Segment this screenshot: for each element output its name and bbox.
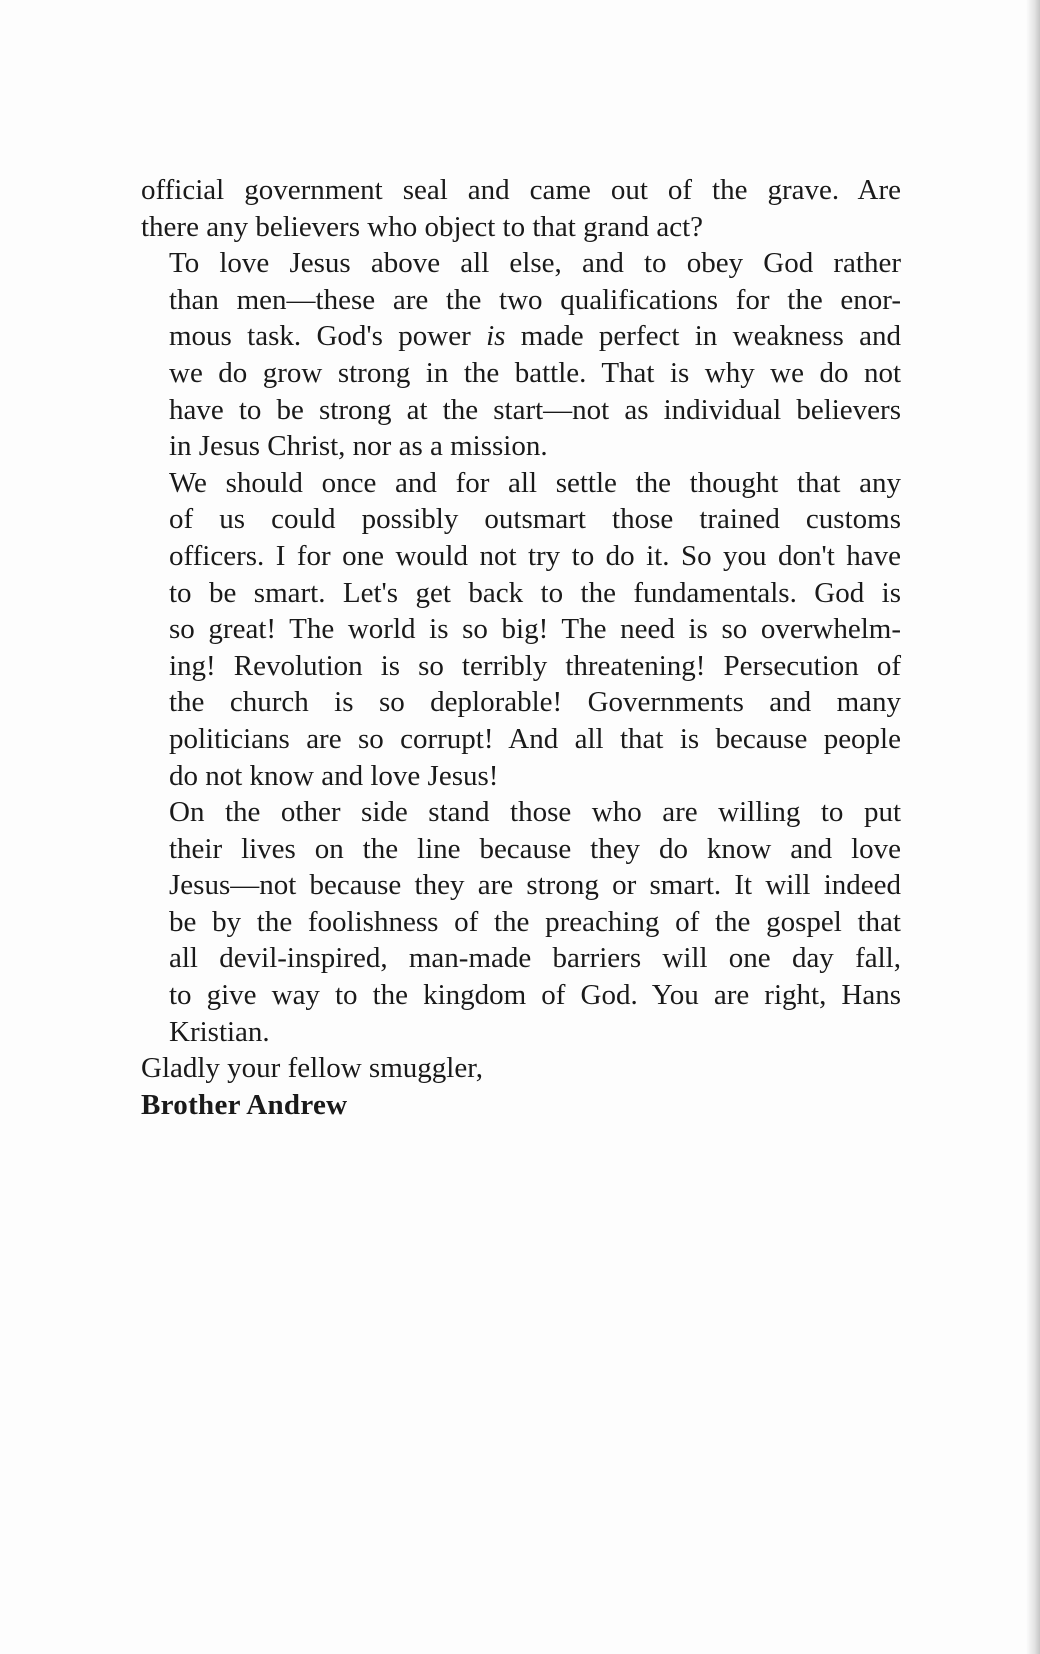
text-line: all devil-inspired, man-made barriers will one day fall, <box>169 942 901 975</box>
page-edge-shadow <box>1026 0 1040 1654</box>
text-line: be by the foolishness of the preaching of the gospel that <box>169 905 901 938</box>
paragraph-4 <box>141 794 901 1050</box>
closing-line: Gladly your fellow smuggler, <box>141 1052 483 1085</box>
text-line: do not know and love Jesus! <box>169 759 499 792</box>
letter-signoff <box>141 1050 901 1123</box>
emphasis-text: is <box>486 320 506 353</box>
text-line: ing! Revolution is so terribly threatening! Persecution of <box>169 649 901 682</box>
text-line: official government seal and came out of the grave. Are <box>141 174 901 206</box>
letter-body <box>141 172 901 1123</box>
text-line: Kristian. <box>169 1015 270 1048</box>
text-line: the church is so deplorable! Governments and many <box>169 686 901 719</box>
text-line: We should once and for all settle the thought that any <box>169 466 901 499</box>
paragraph-1 <box>141 172 901 245</box>
text-line: to give way to the kingdom of God. You are right, Hans <box>169 979 901 1012</box>
text-line: there any believers who object to that grand act? <box>141 210 704 243</box>
signature-name: Brother Andrew <box>141 1088 348 1121</box>
paragraph-3 <box>141 465 901 794</box>
text-line: Jesus—not because they are strong or smart. It will indeed <box>169 869 901 902</box>
text-line: in Jesus Christ, nor as a mission. <box>169 430 548 463</box>
text-line: have to be strong at the start—not as individual believers <box>169 393 901 426</box>
text-line: we do grow strong in the battle. That is why we do not <box>169 356 901 389</box>
text-line: politicians are so corrupt! And all that is because people <box>169 722 901 755</box>
text-line: so great! The world is so big! The need is so overwhelm- <box>169 613 901 646</box>
text-line: to be smart. Let's get back to the fundamentals. God is <box>169 576 901 609</box>
paragraph-2 <box>141 245 901 465</box>
text-line: their lives on the line because they do know and love <box>169 832 901 865</box>
text-line: On the other side stand those who are willing to put <box>169 796 901 829</box>
text-line: To love Jesus above all else, and to obey God rather <box>169 247 901 280</box>
text-line: of us could possibly outsmart those trained customs <box>169 503 901 536</box>
text-line: officers. I for one would not try to do it. So you don't have <box>169 539 901 572</box>
text-line: mous task. God's power is made perfect in weakness and <box>169 320 901 353</box>
text-line: than men—these are the two qualifications for the enor- <box>169 283 901 316</box>
